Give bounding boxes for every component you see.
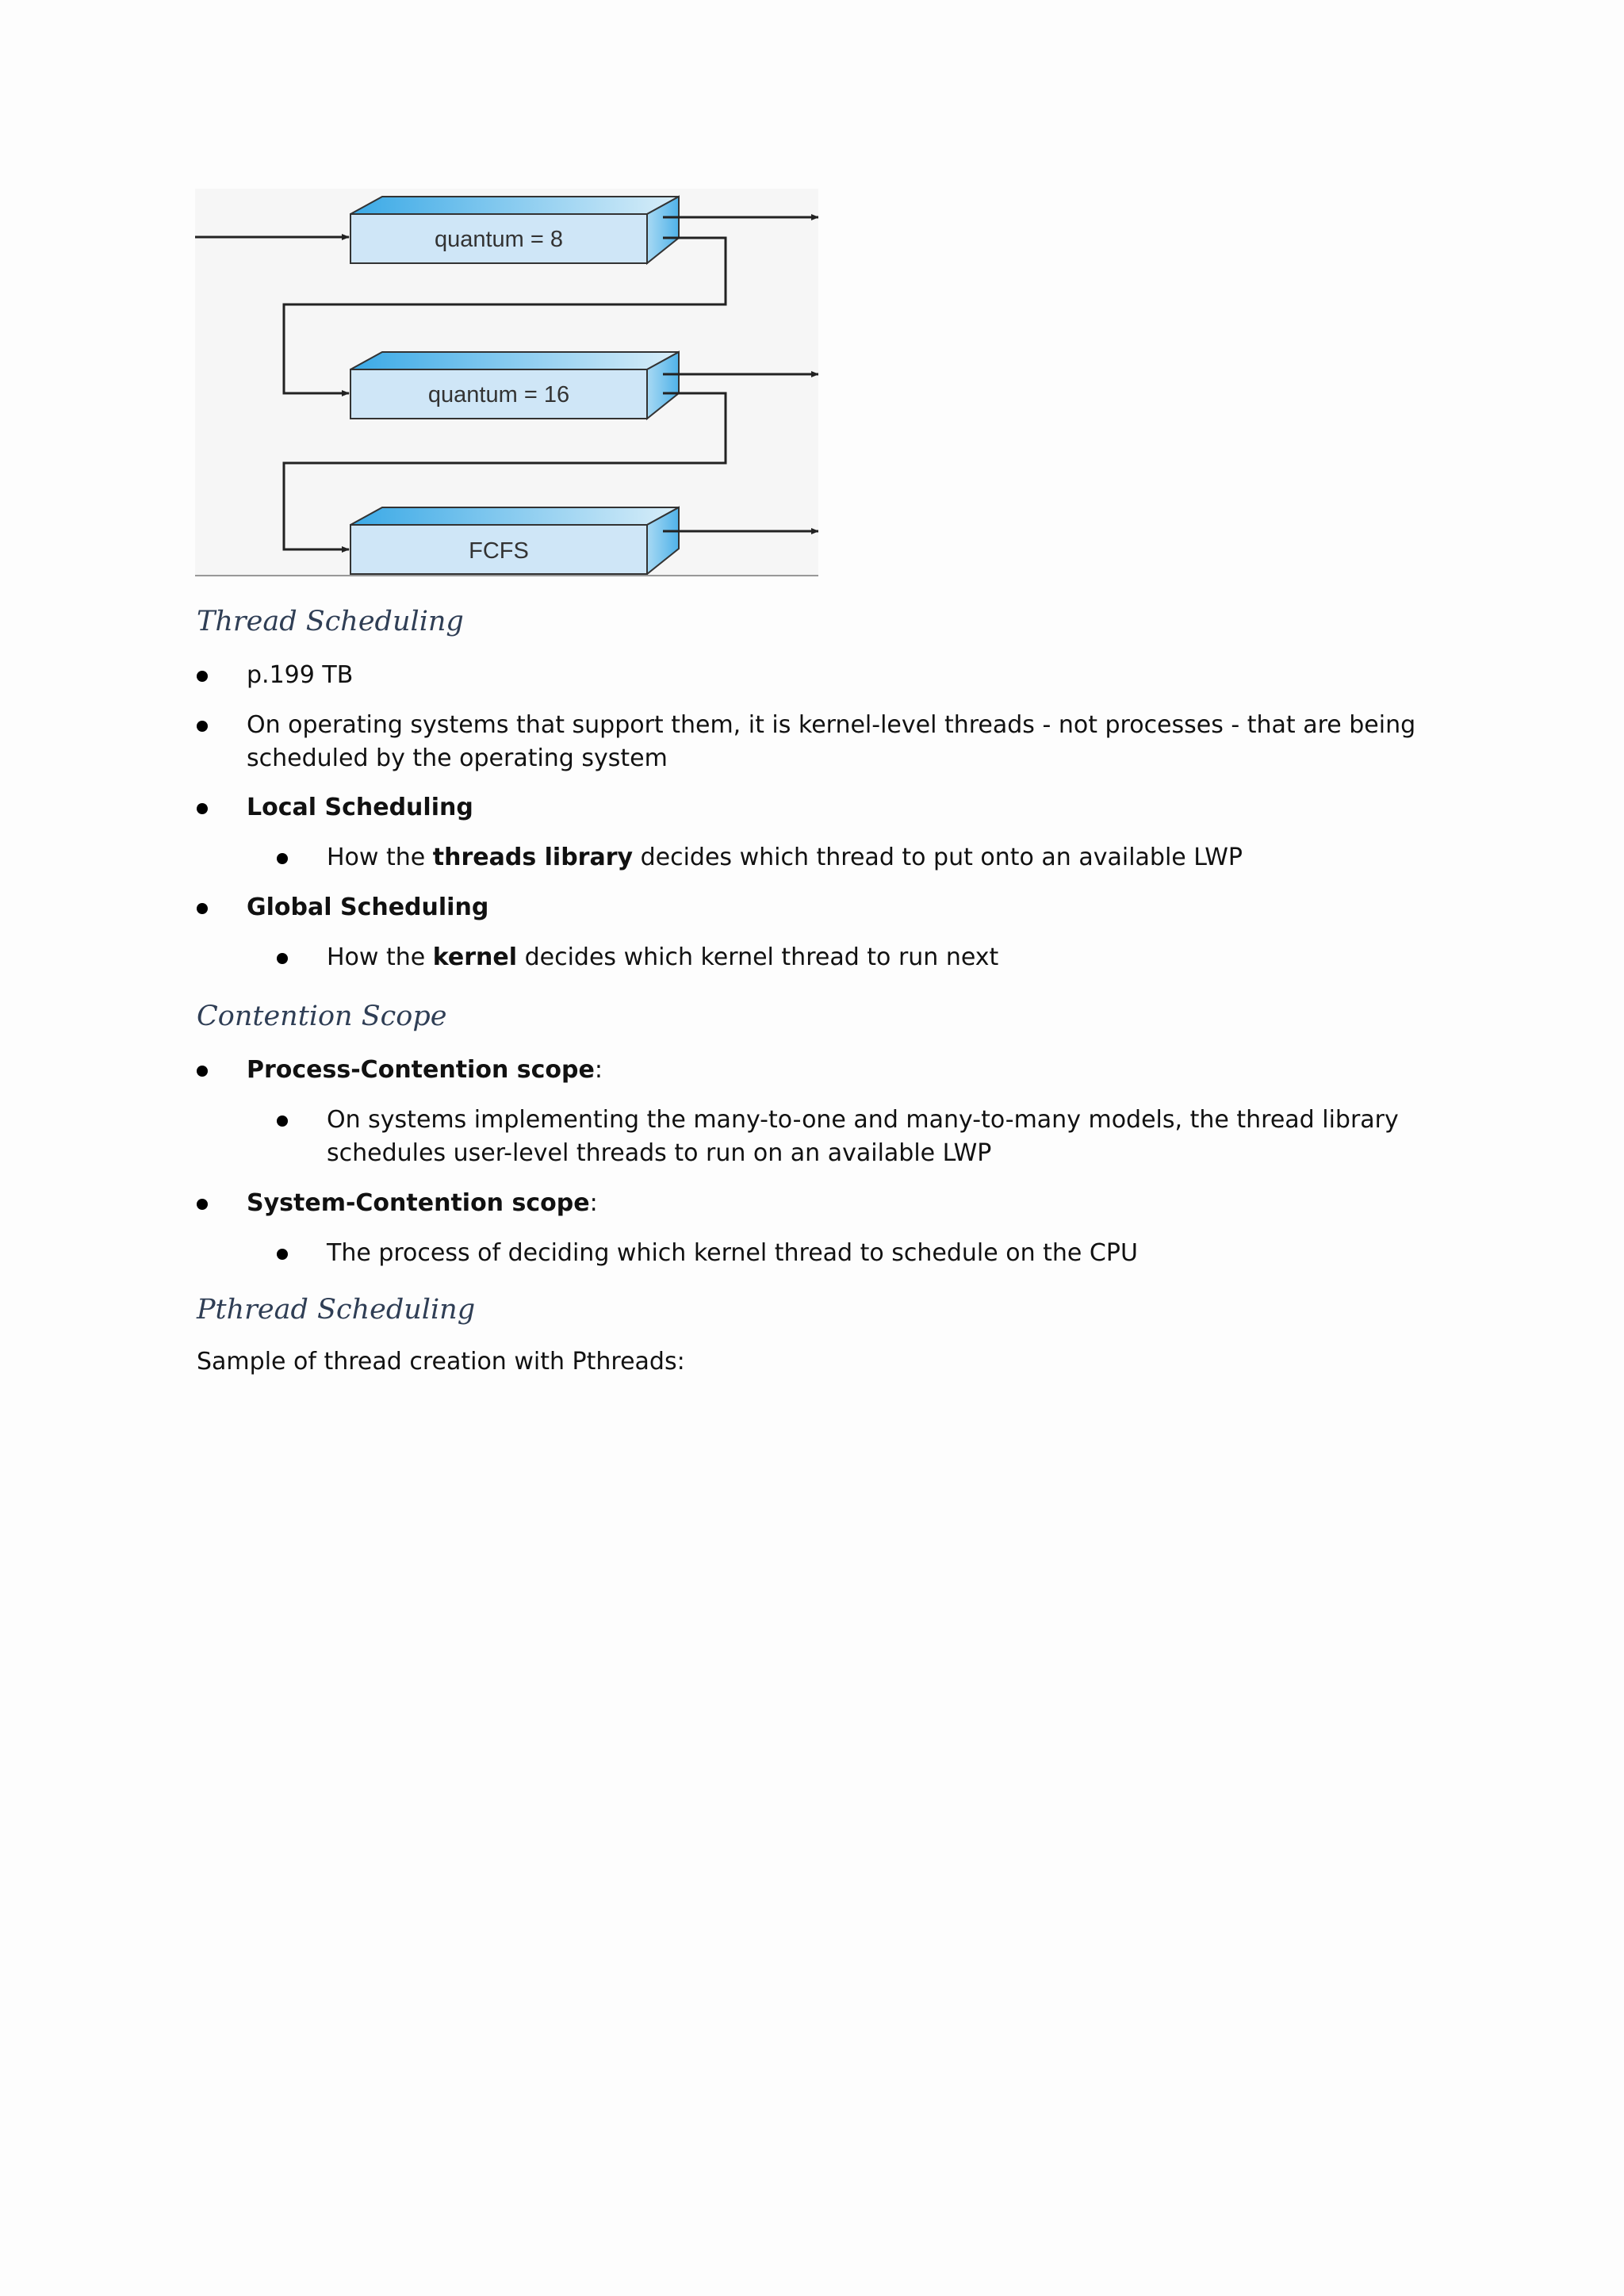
list-item — [247, 891, 488, 924]
sub-list-item: On systems implementing the many-to-one and many-to-many models, the thread library — [327, 1106, 1399, 1134]
queue-label-3: FCFS — [469, 538, 529, 564]
sub-list-item — [327, 841, 1243, 874]
sub-list-item — [327, 941, 998, 974]
list-item: On operating systems that support them, it is kernel-level threads - not processes - that are being — [247, 711, 1416, 739]
list-item — [247, 1054, 603, 1087]
queue-label-2: quantum = 16 — [427, 382, 570, 408]
list-item — [247, 791, 473, 825]
heading-contention-scope: Contention Scope — [197, 1001, 447, 1032]
bold-span: kernel — [432, 943, 518, 971]
text-span: How the — [327, 943, 433, 971]
bold-span: threads library — [432, 844, 634, 871]
list-item-bold: Process-Contention scope — [247, 1056, 595, 1084]
text-span: : — [594, 1056, 603, 1084]
queue-label-1: quantum = 8 — [434, 227, 564, 252]
text-span: decides which kernel thread to run next — [517, 943, 999, 971]
sub-list-item-continuation: schedules user-level threads to run on an available LWP — [327, 1139, 992, 1167]
list-item-bold: Local Scheduling — [247, 794, 473, 821]
bullet-dot — [197, 1199, 208, 1210]
list-item — [247, 1187, 598, 1220]
list-item-bold: Global Scheduling — [247, 894, 489, 921]
paragraph: Sample of thread creation with Pthreads: — [197, 1348, 685, 1376]
list-item-continuation: scheduled by the operating system — [247, 744, 668, 772]
bullet-dot — [277, 1249, 288, 1260]
text-span: decides which thread to put onto an available LWP — [633, 844, 1243, 871]
multilevel-feedback-queue-figure — [195, 189, 818, 577]
bullet-dot — [277, 1115, 288, 1127]
bullet-dot — [197, 903, 208, 914]
heading-pthread-scheduling: Pthread Scheduling — [197, 1294, 476, 1326]
heading-thread-scheduling: Thread Scheduling — [197, 606, 464, 637]
queue-box-3 — [350, 507, 679, 574]
bullet-dot — [277, 953, 288, 964]
bullet-dot — [277, 853, 288, 864]
bullet-dot — [197, 803, 208, 814]
bullet-dot — [197, 671, 208, 682]
queue-box-1 — [350, 197, 679, 263]
text-span: How the — [327, 844, 433, 871]
bullet-dot — [197, 1066, 208, 1077]
queue-box-2 — [350, 352, 679, 419]
list-item: p.199 TB — [247, 661, 354, 689]
bullet-dot — [197, 721, 208, 732]
text-span: : — [589, 1189, 598, 1217]
list-item-bold: System-Contention scope — [247, 1189, 590, 1217]
sub-list-item: The process of deciding which kernel thread to schedule on the CPU — [327, 1239, 1138, 1267]
